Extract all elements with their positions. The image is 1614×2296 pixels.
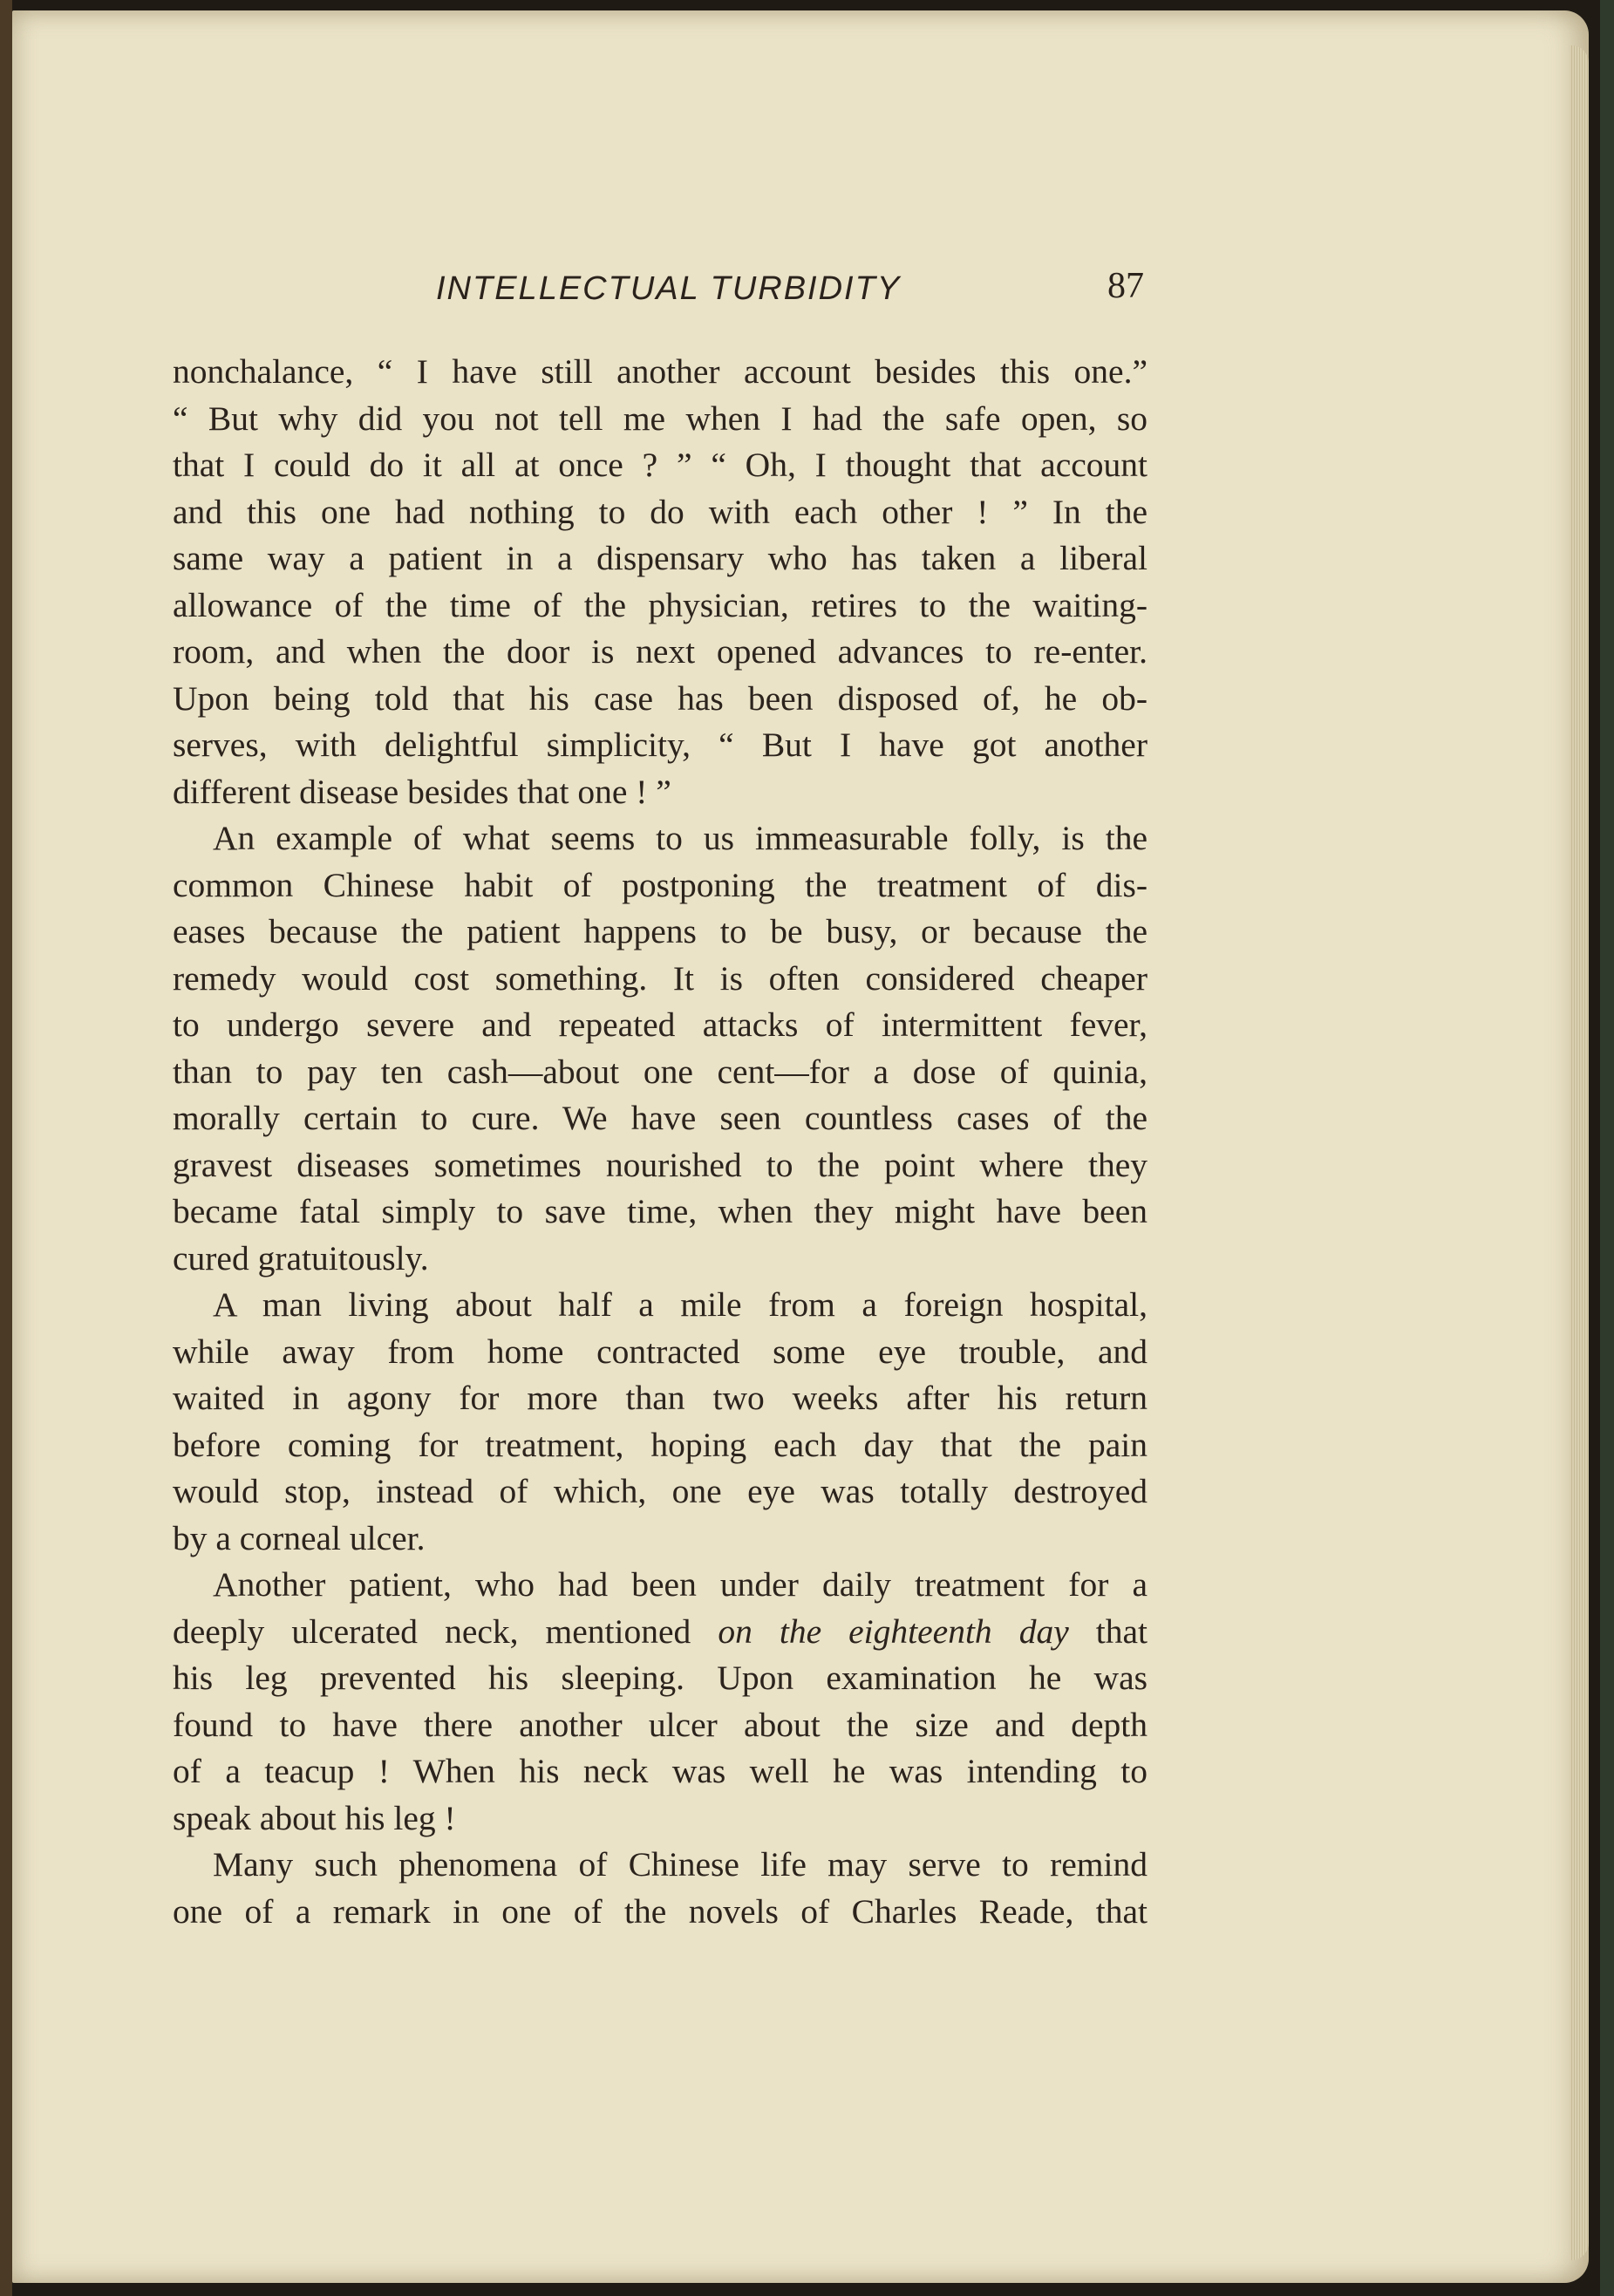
page-edges [1570,45,1589,2260]
text-line: different disease besides that one ! ” [173,772,671,811]
text-line: gravest diseases sometimes nourished to the point where they [173,1145,1148,1184]
text-line: “ But why did you not tell me when I had the safe open, so [173,399,1148,438]
text-line: one of a remark in one of the novels of Charles Reade, that [173,1891,1148,1931]
paragraph-first-line: Many such phenomena of Chinese life may serve to remind [213,1845,1148,1884]
body-text [173,349,1148,1935]
running-head-title: INTELLECTUAL TURBIDITY [436,270,902,307]
text-segment: that [1068,1611,1148,1651]
paragraph-first-line: An example of what seems to us immeasurable folly, is the [213,819,1148,857]
text-line: to undergo severe and repeated attacks of intermittent fever, [173,1005,1148,1044]
text-line: common Chinese habit of postponing the treatment of dis- [173,865,1148,904]
text-segment: deeply ulcerated neck, mentioned [173,1611,718,1651]
text-line: cured gratuitously. [173,1238,429,1277]
text-line: room, and when the door is next opened advances to re-enter. [173,632,1148,671]
text-line: morally certain to cure. We have seen countless cases of the [173,1099,1148,1137]
text-line: of a teacup ! When his neck was well he was intending to [173,1752,1148,1790]
text-line: found to have there another ulcer about the size and depth [173,1705,1148,1744]
text-line: serves, with delightful simplicity, “ But I have got another [173,726,1148,764]
text-line: while away from home contracted some eye trouble, and [173,1332,1148,1371]
text-line: waited in agony for more than two weeks after his return [173,1379,1148,1417]
text-line: than to pay ten cash—about one cent—for a dose of quinia, [173,1052,1148,1091]
book-binding-left [0,0,12,2296]
paragraph-first-line: A man living about half a mile from a foreign hospital, [213,1285,1148,1324]
text-line: remedy would cost something. It is often considered cheaper [173,958,1148,998]
page-number: 87 [1107,266,1144,306]
text-line: that I could do it all at once ? ” “ Oh, I thought that account [173,446,1148,484]
text-line: eases because the patient happens to be busy, or because the [173,912,1148,950]
text-line: Upon being told that his case has been disposed of, he ob- [173,678,1148,718]
book-cover-edge [1600,0,1614,2296]
text-line: speak about his leg ! [173,1798,456,1837]
italic-emphasis: on the eighteenth day [718,1611,1069,1651]
text-line: allowance of the time of the physician, retires to the waiting- [173,585,1148,624]
text-line-with-italic [173,1609,1148,1656]
text-line: before coming for treatment, hoping each day that the pain [173,1425,1148,1464]
text-line: became fatal simply to save time, when they might have been [173,1192,1148,1230]
text-line: by a corneal ulcer. [173,1518,426,1557]
text-line: his leg prevented his sleeping. Upon examination he was [173,1659,1148,1697]
text-line: would stop, instead of which, one eye was totally destroyed [173,1472,1148,1510]
text-line: nonchalance, “ I have still another account besides this one.” [173,352,1148,391]
running-head [0,262,1614,314]
paragraph-first-line: Another patient, who had been under daily treatment for a [213,1565,1148,1604]
text-line: and this one had nothing to do with each other ! ” In the [173,492,1148,531]
text-line: same way a patient in a dispensary who has taken a liberal [173,539,1148,577]
